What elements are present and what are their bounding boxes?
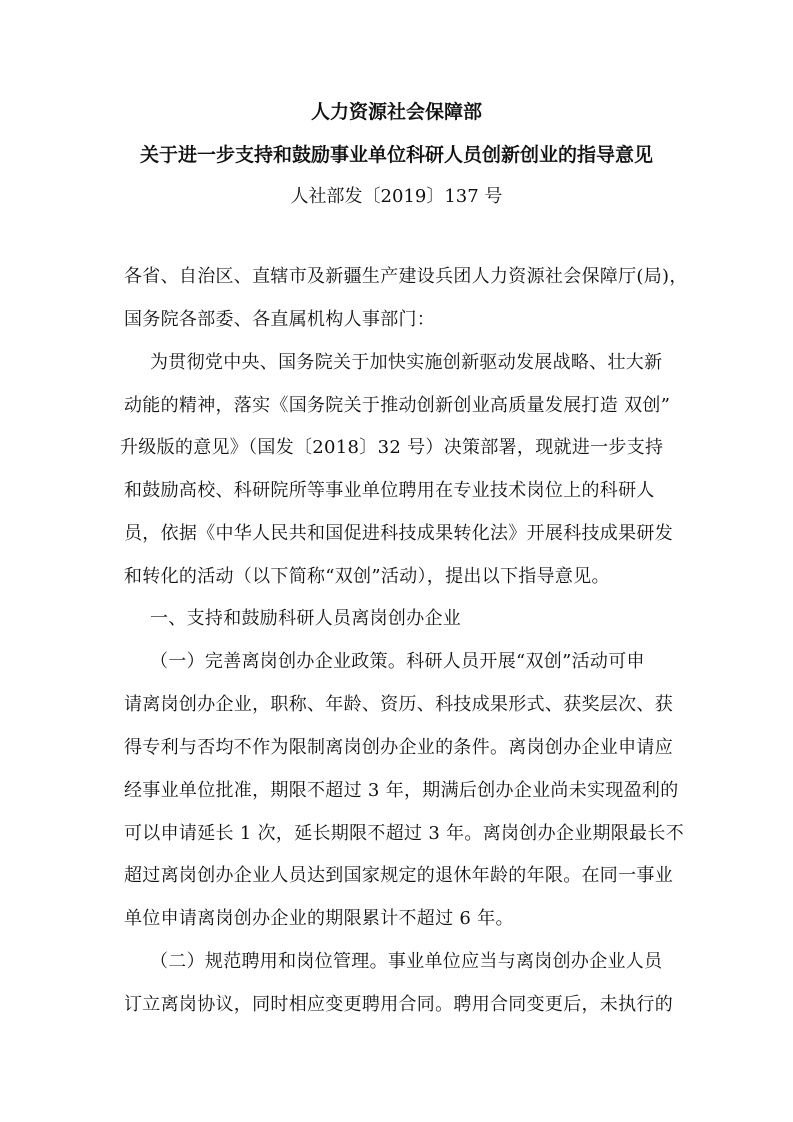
ministry-title: 人力资源社会保障部	[310, 101, 482, 123]
paragraph-line: 员，依据《中华人民共和国促进科技成果转化法》开展科技成果研发	[124, 523, 673, 544]
paragraph-line: 为贯彻党中央、国务院关于加快实施创新驱动发展战略、壮大新	[150, 352, 663, 373]
paragraph-line: 经事业单位批准，期限不超过 3 年，期满后创办企业尚未实现盈利的	[124, 780, 679, 801]
paragraph-line: 可以申请延长 1 次，延长期限不超过 3 年。离岗创办企业期限最长不	[124, 823, 684, 844]
paragraph-line: 订立离岗协议，同时相应变更聘用合同。聘用合同变更后，未执行的	[124, 994, 673, 1015]
paragraph-line: （一）完善离岗创办企业政策。科研人员开展“双创”活动可申	[150, 651, 645, 672]
addressee-line: 国务院各部委、各直属机构人事部门：	[124, 309, 436, 330]
document-number: 人社部发〔2019〕137 号	[290, 186, 503, 207]
section-heading: 一、支持和鼓励科研人员离岗创办企业	[150, 608, 462, 629]
paragraph-line: 超过离岗创办企业人员达到国家规定的退休年龄的年限。在同一事业	[124, 865, 673, 886]
addressee-line: 各省、自治区、直辖市及新疆生产建设兵团人力资源社会保障厅(局)，	[124, 266, 688, 287]
paragraph-line: （二）规范聘用和岗位管理。事业单位应当与离岗创办企业人员	[150, 951, 663, 972]
paragraph-line: 请离岗创办企业，职称、年龄、资历、科技成果形式、获奖层次、获	[124, 694, 673, 715]
paragraph-line: 和转化的活动（以下简称“双创”活动），提出以下指导意见。	[124, 566, 610, 587]
paragraph-line: 动能的精神，落实《国务院关于推动创新创业高质量发展打造 双创”	[124, 395, 671, 416]
paragraph-line: 升级版的意见》（国发〔2018〕32 号）决策部署，现就进一步支持	[120, 437, 664, 458]
paragraph-line: 单位申请离岗创办企业的期限累计不超过 6 年。	[124, 908, 514, 929]
document-title: 关于进一步支持和鼓励事业单位科研人员创新创业的指导意见	[139, 144, 653, 166]
paragraph-line: 得专利与否均不作为限制离岗创办企业的条件。离岗创办企业申请应	[124, 737, 673, 758]
paragraph-line: 和鼓励高校、科研院所等事业单位聘用在专业技术岗位上的科研人	[124, 480, 655, 501]
